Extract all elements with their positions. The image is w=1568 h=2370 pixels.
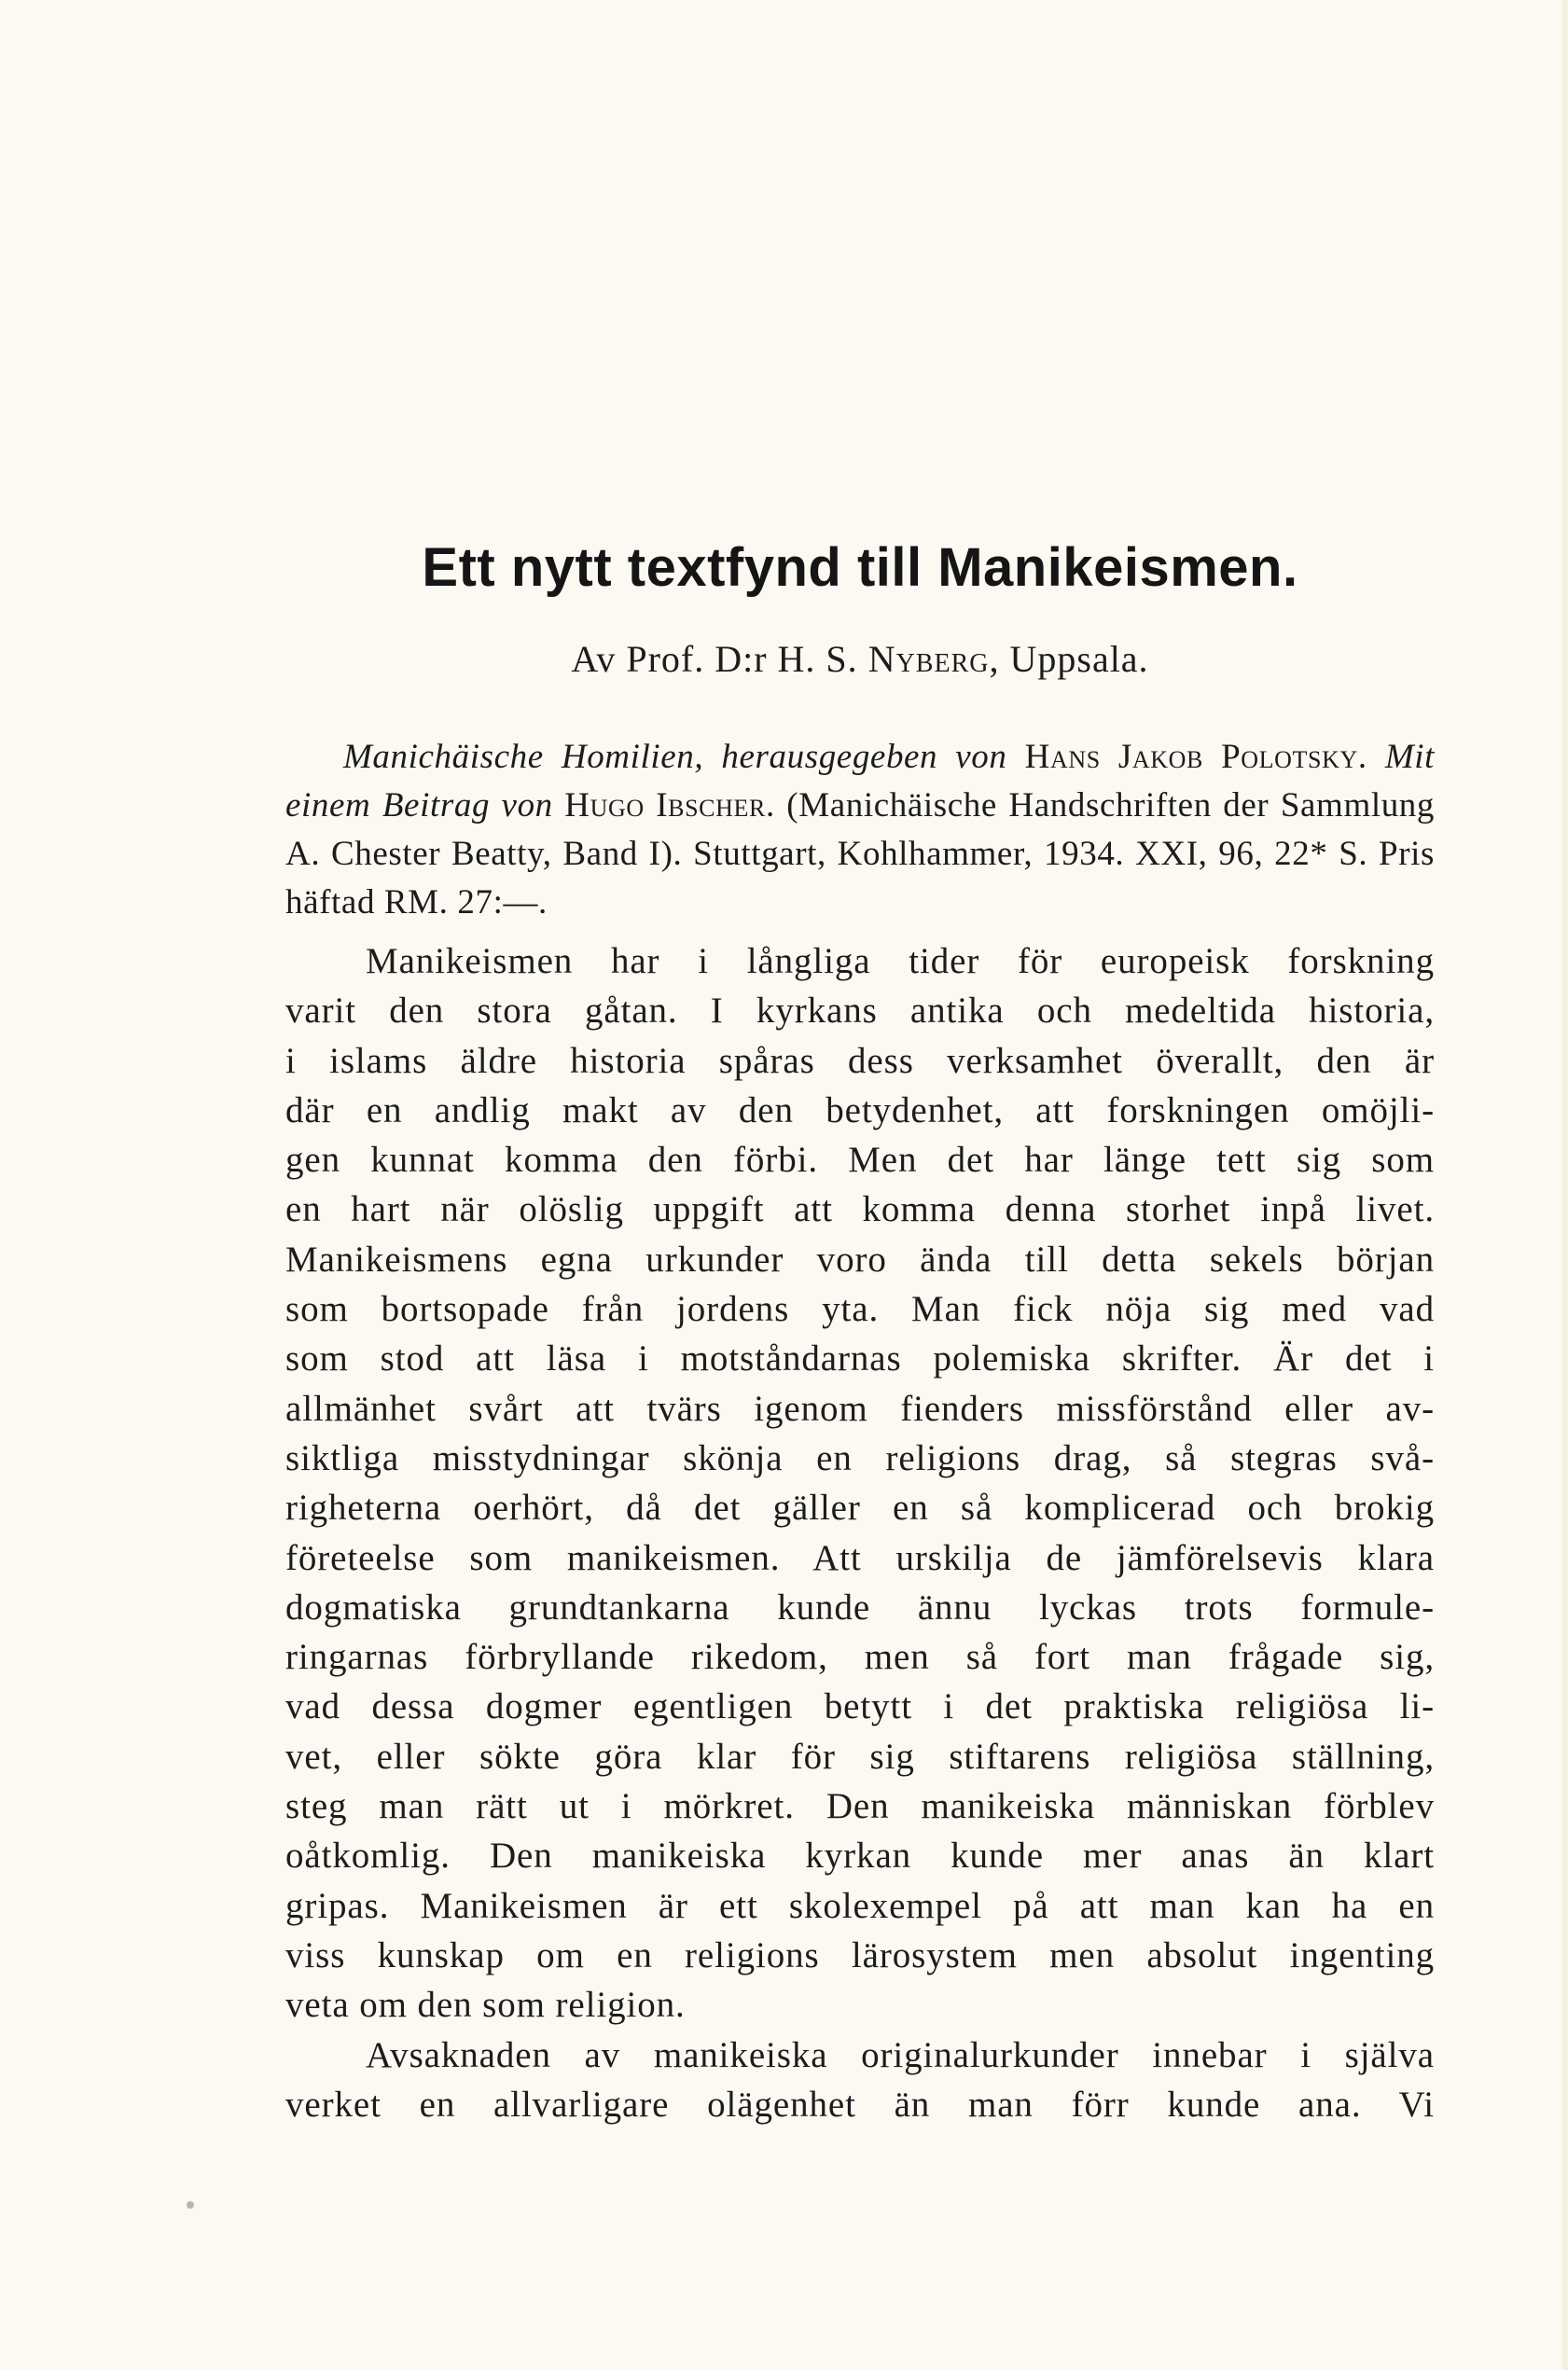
work-title: Manichäische Homilien, bbox=[343, 738, 704, 776]
body-line: vet, eller sökte göra klar för sig stiftarens religiösa ställning, bbox=[285, 1736, 1435, 1777]
contributor-phrase: Mit einem Beitrag von bbox=[285, 738, 1436, 825]
body-line: gen kunnat komma den förbi. Men det har länge tett sig som bbox=[285, 1140, 1435, 1181]
body-line: Manikeismen har i långliga tider för europeisk forskning bbox=[366, 941, 1435, 981]
body-line: en hart när olöslig uppgift att komma denna storhet inpå livet. bbox=[285, 1189, 1435, 1230]
bibliography-rest: . (Manichäische Handschriften der Sammlung A. Chester Beatty, Band I). Stuttgart, Kohlhammer, 1934. XXI, 96, 22* S. Pris häftad RM. 27:—. bbox=[285, 786, 1435, 922]
body-line: som bortsopade från jordens yta. Man fick nöja sig med vad bbox=[285, 1289, 1435, 1330]
body-line: som stod att läsa i motståndarnas polemiska skrifter. Är det i bbox=[285, 1338, 1435, 1379]
body-line: Manikeismens egna urkunder voro ända till detta sekels början bbox=[285, 1239, 1435, 1280]
body-line: veta om den som religion. bbox=[285, 1985, 686, 2026]
body-line: oåtkomlig. Den manikeiska kyrkan kunde mer anas än klart bbox=[285, 1836, 1435, 1877]
body-line: vad dessa dogmer egentligen betytt i det praktiska religiösa li- bbox=[285, 1686, 1435, 1727]
body-line: i islams äldre historia spåras dess verksamhet överallt, den är bbox=[285, 1040, 1435, 1081]
contributor-name: Hugo Ibscher bbox=[564, 786, 766, 825]
body-line: dogmatiska grundtankarna kunde ännu lyckas trots formule- bbox=[285, 1587, 1435, 1628]
body-line: Avsaknaden av manikeiska originalurkunder innebar i själva bbox=[366, 2034, 1435, 2075]
body-line: företeelse som manikeismen. Att urskilja de jämförelsevis klara bbox=[285, 1537, 1435, 1578]
byline bbox=[285, 637, 1435, 681]
body-line: där en andlig makt av den betydenhet, att forskningen omöjli- bbox=[285, 1089, 1435, 1130]
byline-suffix: , Uppsala. bbox=[989, 638, 1149, 680]
bibliography-paragraph bbox=[285, 733, 1435, 927]
editor-name: Hans Jakob Polotsky bbox=[1024, 738, 1358, 776]
body-line: steg man rätt ut i mörkret. Den manikeiska människan förblev bbox=[285, 1786, 1435, 1827]
body-line: varit den stora gåtan. I kyrkans antika och medeltida historia, bbox=[285, 991, 1435, 1032]
body-line: viss kunskap om en religions lärosystem men absolut ingenting bbox=[285, 1934, 1435, 1975]
editor-end: . bbox=[1357, 738, 1367, 776]
body-line: righeterna oerhört, då det gäller en så komplicerad och brokig bbox=[285, 1488, 1435, 1529]
article-title: Ett nytt textfynd till Manikeismen. bbox=[422, 537, 1298, 598]
editor-phrase: herausgegeben von bbox=[721, 738, 1007, 776]
body-line: verket en allvarligare olägenhet än man förr kunde ana. Vi bbox=[285, 2084, 1435, 2125]
body-text bbox=[285, 936, 1435, 2129]
body-line: gripas. Manikeismen är ett skolexempel på att man kan ha en bbox=[285, 1885, 1435, 1926]
speck-mark bbox=[187, 2201, 194, 2209]
body-line: siktliga misstydningar skönja en religions drag, så stegras svå- bbox=[285, 1437, 1435, 1478]
body-line: allmänhet svårt att tvärs igenom fienders missförstånd eller av- bbox=[285, 1388, 1435, 1429]
body-line: ringarnas förbryllande rikedom, men så fort man frågade sig, bbox=[285, 1637, 1435, 1678]
byline-author: Nyberg bbox=[867, 638, 990, 680]
byline-prefix: Av Prof. D:r H. S. bbox=[571, 638, 858, 680]
bibliographic-reference bbox=[285, 733, 1435, 927]
